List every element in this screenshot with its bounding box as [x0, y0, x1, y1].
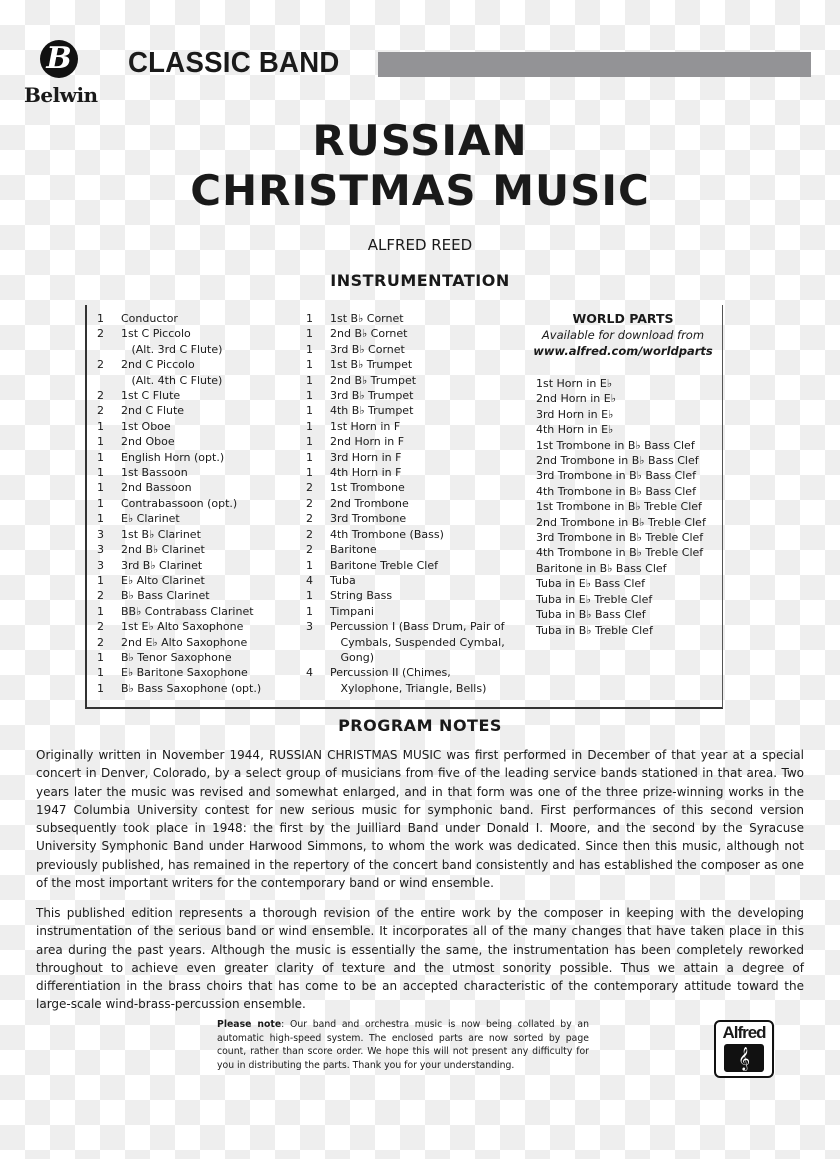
instrument-row	[97, 388, 261, 403]
part-count	[306, 681, 330, 696]
part-count: 3	[97, 543, 104, 557]
instrument-row	[306, 480, 505, 495]
part-count: 1	[97, 466, 104, 480]
part-count: 1	[306, 342, 313, 356]
part-count: 3	[97, 558, 104, 572]
instrument-row	[97, 527, 261, 542]
world-parts-subtitle: Available for download from	[541, 328, 705, 342]
part-count: 1	[97, 419, 104, 433]
part-count: 2	[97, 635, 104, 649]
please-note	[217, 1018, 589, 1072]
instrumentation-heading: INSTRUMENTATION	[330, 271, 510, 290]
part-count: 2	[306, 512, 313, 526]
part-count: 1	[306, 604, 313, 618]
instrument-row	[306, 604, 505, 619]
part-count	[97, 373, 121, 388]
instrument-name: 1st C Piccolo	[121, 327, 191, 341]
composer: ALFRED REED	[367, 236, 473, 254]
instrument-row	[306, 450, 505, 465]
instrument-name: 3rd B♭ Trumpet	[330, 389, 414, 403]
title-line-1: RUSSIAN	[312, 116, 528, 165]
instrument-name: String Bass	[330, 589, 393, 603]
instrument-row	[306, 434, 505, 449]
alfred-logo	[714, 1020, 774, 1078]
instrument-name: B♭ Tenor Saxophone	[121, 650, 232, 664]
alfred-clef-icon: 𝄞	[724, 1044, 764, 1072]
part-count: 1	[97, 312, 104, 325]
part-count: 4	[306, 666, 313, 680]
instrument-row	[97, 373, 261, 388]
instrument-row	[306, 681, 505, 696]
instrument-row	[97, 419, 261, 434]
instrument-row	[306, 465, 505, 480]
instrument-name: 4th Horn in F	[330, 466, 402, 480]
part-count: 2	[306, 496, 313, 510]
instrument-row	[97, 604, 261, 619]
world-part-item: 4th Trombone in B♭ Treble Clef	[536, 546, 704, 560]
instrument-row	[97, 619, 261, 634]
instrument-column-1	[97, 311, 261, 696]
instrument-row	[97, 681, 261, 696]
alfred-wordmark: Alfred	[722, 1023, 766, 1042]
instrument-name: 2nd C Piccolo	[121, 358, 195, 372]
world-part-item: 2nd Trombone in B♭ Treble Clef	[536, 515, 706, 529]
instrument-row	[97, 357, 261, 372]
instrument-column-2	[306, 311, 505, 696]
instrument-row	[97, 450, 261, 465]
part-count: 1	[306, 358, 313, 372]
part-count: 1	[97, 650, 104, 664]
instrument-row	[306, 665, 505, 680]
instrument-name: 1st Oboe	[121, 419, 171, 433]
instrument-name: Baritone	[330, 543, 377, 557]
instrument-name: E♭ Baritone Saxophone	[121, 666, 248, 680]
instrument-name: 1st C Flute	[121, 389, 181, 403]
instrument-name: 2nd Bassoon	[121, 481, 192, 495]
program-notes-paragraph-2: This published edition represents a thorough revision of the entire work by the composer in keeping with the developing instrumentation of the serious band or wind ensemble. It incorporates all of the many changes that have taken place in this area during the past years. Although the music is essentially the same, the instrumentation has been completely reworked throughout to achieve even greater clarity of texture and the utmost sonority possible. Thus we attain a degree of differentiation in the brass choirs that has come to be an accepted characteristic of the contemporary attitude toward the large-scale wind-brass-percussion ensemble.	[36, 906, 804, 1012]
instrument-name: 2nd B♭ Trumpet	[330, 373, 417, 387]
part-count: 1	[306, 558, 313, 572]
instrument-row	[97, 665, 261, 680]
instrument-name: Percussion I (Bass Drum, Pair of	[330, 620, 505, 634]
instrument-name: 4th Trombone (Bass)	[330, 527, 444, 541]
instrument-name: (Alt. 4th C Flute)	[121, 373, 223, 387]
instrument-row	[306, 403, 505, 418]
instrument-row	[97, 311, 261, 326]
instrument-row	[306, 619, 505, 634]
instrument-row	[306, 511, 505, 526]
instrument-name: Conductor	[121, 312, 178, 325]
instrument-name: Xylophone, Triangle, Bells)	[330, 681, 487, 695]
instrument-name: 1st B♭ Trumpet	[330, 358, 413, 372]
instrument-name: 3rd Horn in F	[330, 450, 402, 464]
part-count: 1	[97, 681, 104, 695]
instrument-row	[306, 650, 505, 665]
instrument-row	[306, 311, 505, 326]
part-count: 1	[306, 589, 313, 603]
instrument-name: BB♭ Contrabass Clarinet	[121, 604, 254, 618]
instrument-name: Cymbals, Suspended Cymbal,	[330, 635, 505, 649]
instrument-name: 1st E♭ Alto Saxophone	[121, 620, 244, 634]
world-part-item: 1st Horn in E♭	[536, 377, 613, 390]
part-count: 1	[306, 373, 313, 387]
instrument-row	[97, 558, 261, 573]
part-count: 1	[306, 312, 313, 325]
instrument-row	[306, 558, 505, 573]
instrument-name: Gong)	[330, 650, 374, 664]
part-count: 3	[306, 620, 313, 634]
part-count	[306, 650, 330, 665]
world-parts	[530, 311, 716, 359]
part-count: 3	[97, 527, 104, 541]
part-count: 2	[97, 389, 104, 403]
instrument-name: (Alt. 3rd C Flute)	[121, 342, 223, 356]
part-count: 1	[97, 512, 104, 526]
instrument-row	[97, 542, 261, 557]
instrument-row	[97, 573, 261, 588]
world-part-item: 3rd Trombone in B♭ Treble Clef	[536, 531, 704, 545]
part-count: 1	[306, 389, 313, 403]
instrument-row	[306, 388, 505, 403]
part-count: 2	[97, 589, 104, 603]
part-count: 1	[97, 573, 104, 587]
instrument-name: 1st B♭ Clarinet	[121, 527, 201, 541]
part-count: 1	[97, 496, 104, 510]
instrument-row	[97, 403, 261, 418]
instrument-name: 4th B♭ Trumpet	[330, 404, 414, 418]
program-notes-paragraph-1: Originally written in November 1944, RUSSIAN CHRISTMAS MUSIC was first performed in December of that year at a special concert in Denver, Colorado, by a select group of musicians from five of the leading service bands stationed in that area. Two years later the music was revised and somewhat enlarged, and in that form was one of the three prize-winning works in the 1947 Columbia University contest for new serious music for symphonic band. First performances of this second version subsequently took place in 1948: the first by the Juilliard Band under Donald I. Moore, and the second by the Syracuse University Symphonic Band under Harwood Simmons, to whom the work was dedicated. Since then this music, although not previously published, has remained in the repertory of the concert band consistently and has established the composer as one of the most important writers for the contemporary band or wind ensemble.	[36, 748, 804, 891]
instrument-name: Timpani	[330, 604, 374, 618]
world-part-item: 3rd Trombone in B♭ Bass Clef	[536, 469, 696, 483]
instrument-row	[97, 511, 261, 526]
instrument-row	[306, 419, 505, 434]
world-part-item: 3rd Horn in E♭	[536, 407, 614, 421]
part-count: 1	[306, 327, 313, 341]
instrument-row	[97, 434, 261, 449]
instrument-name: Contrabassoon (opt.)	[121, 496, 238, 510]
instrument-name: 3rd B♭ Clarinet	[121, 558, 203, 572]
instrument-name: E♭ Alto Clarinet	[121, 573, 205, 587]
world-parts-title: WORLD PARTS	[572, 311, 674, 326]
instrument-name: B♭ Bass Clarinet	[121, 589, 210, 603]
instrument-row	[97, 588, 261, 603]
part-count	[306, 635, 330, 650]
part-count	[97, 342, 121, 357]
world-part-item: Tuba in B♭ Bass Clef	[536, 608, 646, 622]
part-count: 1	[306, 466, 313, 480]
world-part-item: 2nd Horn in E♭	[536, 392, 616, 406]
world-part-item: 1st Trombone in B♭ Bass Clef	[536, 438, 695, 452]
instrument-name: 1st B♭ Cornet	[330, 312, 404, 325]
instrument-row	[306, 326, 505, 341]
header-bar	[378, 52, 811, 77]
belwin-logo	[24, 40, 124, 110]
instrument-name: B♭ Bass Saxophone (opt.)	[121, 681, 262, 695]
part-count: 2	[306, 543, 313, 557]
part-count: 2	[306, 527, 313, 541]
instrument-row	[306, 588, 505, 603]
instrument-row	[97, 635, 261, 650]
instrument-row	[306, 542, 505, 557]
world-part-item: Tuba in E♭ Treble Clef	[536, 592, 653, 606]
instrument-name: 2nd Oboe	[121, 435, 175, 449]
instrument-row	[97, 496, 261, 511]
part-count: 1	[306, 404, 313, 418]
world-part-item: 1st Trombone in B♭ Treble Clef	[536, 500, 702, 514]
instrument-row	[97, 342, 261, 357]
instrument-row	[97, 326, 261, 341]
instrument-name: 3rd B♭ Cornet	[330, 342, 405, 356]
part-count: 2	[97, 620, 104, 634]
instrument-row	[306, 527, 505, 542]
part-count: 1	[306, 450, 313, 464]
instrument-name: Baritone Treble Clef	[330, 558, 438, 572]
world-parts-list	[536, 376, 706, 638]
instrument-name: 1st Bassoon	[121, 466, 188, 480]
instrument-name: 3rd Trombone	[330, 512, 407, 526]
part-count: 1	[97, 450, 104, 464]
instrument-name: English Horn (opt.)	[121, 450, 225, 464]
part-count: 2	[97, 404, 104, 418]
world-part-item: Baritone in B♭ Bass Clef	[536, 561, 667, 575]
world-part-item: 4th Horn in E♭	[536, 423, 614, 437]
world-part-item: 2nd Trombone in B♭ Bass Clef	[536, 454, 699, 468]
part-count: 1	[97, 435, 104, 449]
part-count: 1	[97, 481, 104, 495]
instrument-name: 2nd Horn in F	[330, 435, 405, 449]
instrument-name: 2nd B♭ Clarinet	[121, 543, 205, 557]
instrument-name: Tuba	[330, 573, 356, 587]
world-part-item: 4th Trombone in B♭ Bass Clef	[536, 484, 696, 498]
instrument-row	[97, 480, 261, 495]
part-count: 1	[97, 666, 104, 680]
instrument-name: 1st Horn in F	[330, 419, 401, 433]
part-count: 2	[97, 327, 104, 341]
instrument-name: 2nd C Flute	[121, 404, 185, 418]
title-line-2: CHRISTMAS MUSIC	[190, 166, 650, 215]
world-parts-url[interactable]: www.alfred.com/worldparts	[533, 344, 713, 358]
instrument-name: 1st Trombone	[330, 481, 405, 495]
part-count: 1	[306, 419, 313, 433]
part-count: 1	[97, 604, 104, 618]
instrument-row	[97, 650, 261, 665]
please-note-label: Please note	[217, 1019, 282, 1030]
instrument-name: 2nd E♭ Alto Saxophone	[121, 635, 248, 649]
instrument-row	[306, 342, 505, 357]
instrument-row	[306, 357, 505, 372]
instrument-row	[97, 465, 261, 480]
world-part-item: Tuba in B♭ Treble Clef	[536, 623, 653, 637]
instrument-row	[306, 373, 505, 388]
please-note-text: : Our band and orchestra music is now being collated by an automatic high-speed system. The enclosed parts are now sorted by page count, rather than score order. We hope this will not present any difficulty for you in distributing the parts. Thank you for your understanding.	[217, 1019, 590, 1071]
world-part-item: Tuba in E♭ Bass Clef	[536, 577, 646, 591]
part-count: 4	[306, 573, 313, 587]
part-count: 1	[306, 435, 313, 449]
belwin-b-icon: B	[40, 40, 78, 78]
instrument-name: Percussion II (Chimes,	[330, 666, 451, 680]
series-title: CLASSIC BAND	[128, 47, 340, 79]
instrument-row	[306, 573, 505, 588]
instrument-row	[306, 635, 505, 650]
instrument-name: 2nd B♭ Cornet	[330, 327, 408, 341]
instrument-row	[306, 496, 505, 511]
part-count: 2	[306, 481, 313, 495]
part-count: 2	[97, 358, 104, 372]
instrument-name: E♭ Clarinet	[121, 512, 180, 526]
belwin-wordmark: Belwin	[24, 83, 98, 107]
instrument-name: 2nd Trombone	[330, 496, 409, 510]
program-notes-heading: PROGRAM NOTES	[338, 716, 502, 735]
